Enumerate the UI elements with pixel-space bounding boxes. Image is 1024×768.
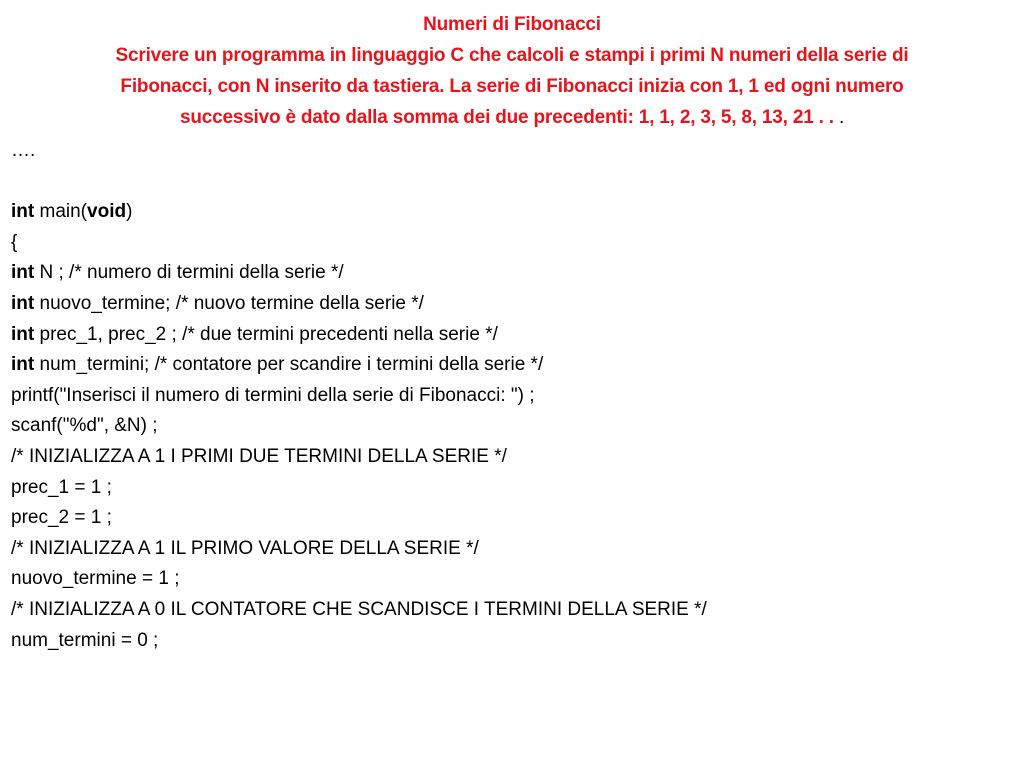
main-close: ): [126, 201, 133, 223]
description-tail: .: [838, 107, 845, 128]
code-line-assign-prec1: prec_1 = 1 ;: [11, 476, 112, 498]
code-open-brace: {: [11, 231, 18, 253]
description-line: Fibonacci, con N inserito da tastiera. La serie di Fibonacci inizia con 1, 1 ed ogni numero: [120, 76, 904, 97]
code-line-assign-nuovo: nuovo_termine = 1 ;: [11, 568, 180, 590]
code-line-main: [11, 197, 1011, 228]
code-line-assign-prec2: prec_2 = 1 ;: [11, 507, 112, 529]
keyword-int: int: [11, 354, 35, 376]
code-line-decl-num: [11, 350, 1011, 381]
main-name: main(: [34, 201, 88, 223]
slide-title: Numeri di Fibonacci: [423, 14, 601, 35]
description-line: Scrivere un programma in linguaggio C che calcoli e stampi i primi N numeri della serie di: [115, 45, 909, 66]
blank-line: [11, 167, 1011, 198]
decl-rest: num_termini; /* contatore per scandire i termini della serie */: [34, 354, 544, 376]
decl-rest: N ; /* numero di termini della serie */: [34, 262, 344, 284]
code-line-decl-n: [11, 258, 1011, 289]
code-line-assign-num: num_termini = 0 ;: [11, 629, 159, 651]
slide-header: [20, 9, 1004, 133]
decl-rest: nuovo_termine; /* nuovo termine della serie */: [34, 292, 424, 314]
keyword-int: int: [11, 292, 35, 314]
description-line-last: [20, 102, 1004, 133]
code-line-printf: printf("Inserisci il numero di termini della serie di Fibonacci: ") ;: [11, 384, 535, 406]
keyword-int: int: [11, 262, 35, 284]
code-comment: /* INIZIALIZZA A 1 IL PRIMO VALORE DELLA SERIE */: [11, 537, 479, 559]
description-text: successivo è dato dalla somma dei due precedenti: 1, 1, 2, 3, 5, 8, 13, 21 . .: [179, 107, 839, 128]
code-line-scanf: scanf("%d", &N) ;: [11, 415, 158, 437]
code-line-decl-nuovo: [11, 289, 1011, 320]
keyword-int: int: [11, 323, 35, 345]
decl-rest: prec_1, prec_2 ; /* due termini precedenti nella serie */: [34, 323, 498, 345]
code-line-decl-prec: [11, 320, 1011, 351]
keyword-int: int: [11, 201, 35, 223]
code-block: [11, 136, 1011, 656]
code-comment: /* INIZIALIZZA A 0 IL CONTATORE CHE SCANDISCE I TERMINI DELLA SERIE */: [11, 598, 707, 620]
code-ellipsis: ….: [11, 140, 36, 161]
code-comment: /* INIZIALIZZA A 1 I PRIMI DUE TERMINI DELLA SERIE */: [11, 445, 507, 467]
keyword-void: void: [87, 201, 127, 223]
